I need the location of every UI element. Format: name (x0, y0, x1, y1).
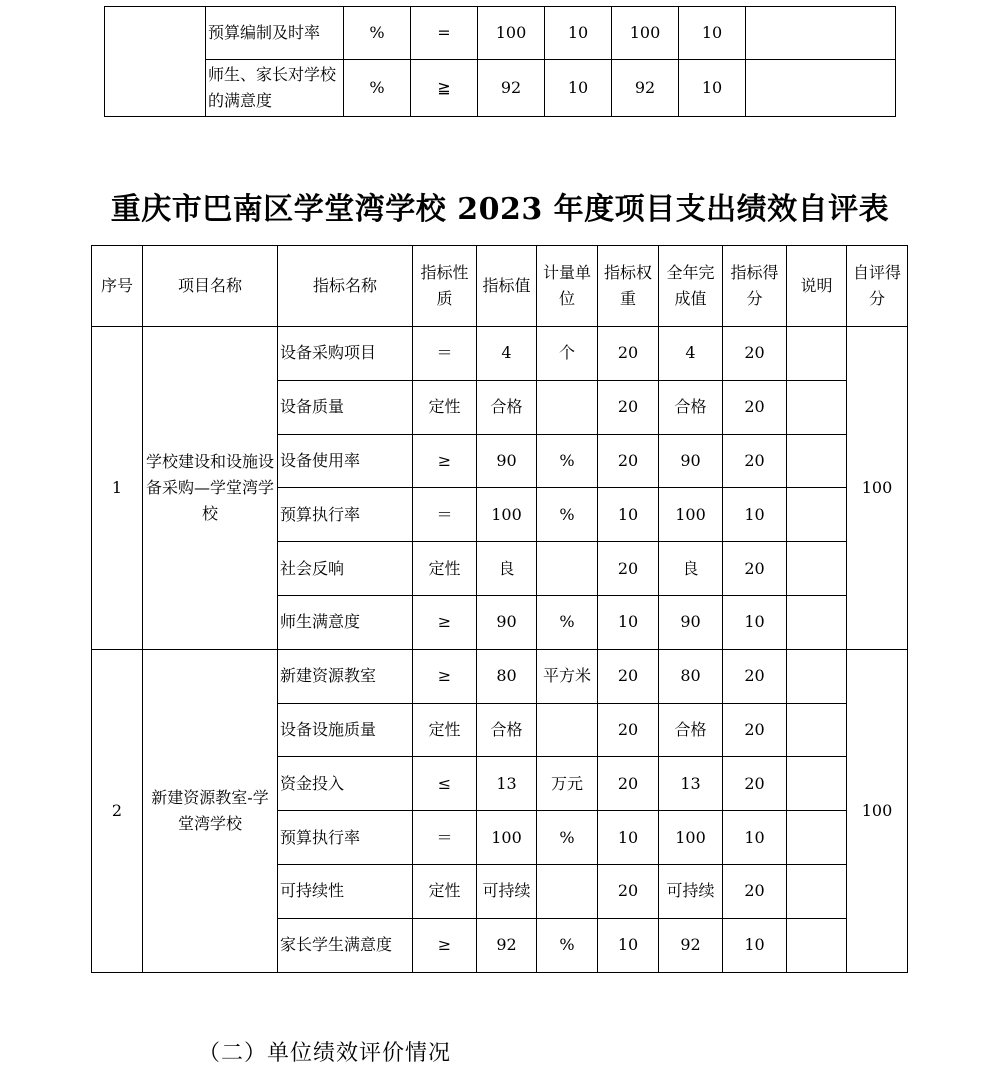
actual-cell: 92 (612, 60, 679, 117)
unit-cell: % (537, 488, 598, 542)
unit-cell (537, 703, 598, 757)
indicator-cell: 资金投入 (278, 757, 413, 811)
score-cell: 20 (723, 703, 787, 757)
actual-cell: 90 (659, 434, 723, 488)
actual-cell: 100 (659, 811, 723, 865)
indicator-cell: 可持续性 (278, 864, 413, 918)
unit-cell: 个 (537, 327, 598, 381)
actual-cell: 合格 (659, 703, 723, 757)
indicator-cell: 预算执行率 (278, 811, 413, 865)
seq-cell: 2 (92, 649, 143, 972)
weight-cell: 20 (598, 380, 659, 434)
unit-cell: % (537, 918, 598, 972)
target-cell: 100 (478, 7, 545, 60)
header-score: 指标得分 (723, 246, 787, 327)
header-weight: 指标权重 (598, 246, 659, 327)
unit-cell: % (537, 811, 598, 865)
weight-cell: 10 (598, 811, 659, 865)
unit-cell: % (344, 7, 411, 60)
weight-cell: 10 (598, 918, 659, 972)
score-cell: 10 (723, 595, 787, 649)
value-cell: 100 (477, 811, 537, 865)
note-cell (787, 542, 847, 596)
header-actual: 全年完成值 (659, 246, 723, 327)
unit-cell (537, 380, 598, 434)
weight-cell: 20 (598, 703, 659, 757)
nature-cell: ＝ (413, 811, 477, 865)
indicator-cell: 设备质量 (278, 380, 413, 434)
note-cell (787, 488, 847, 542)
weight-cell: 20 (598, 542, 659, 596)
indicator-cell: 师生满意度 (278, 595, 413, 649)
nature-cell: 定性 (413, 542, 477, 596)
nature-cell: 定性 (413, 864, 477, 918)
page-title: 重庆市巴南区学堂湾学校 2023 年度项目支出绩效自评表 (110, 192, 890, 227)
nature-cell: 定性 (413, 380, 477, 434)
score-cell: 10 (679, 60, 746, 117)
score-cell: 20 (723, 864, 787, 918)
score-cell: 10 (679, 7, 746, 60)
table-row (92, 327, 908, 381)
self-score-cell: 100 (847, 327, 908, 650)
weight-cell: 10 (598, 488, 659, 542)
value-cell: 90 (477, 595, 537, 649)
score-cell: 20 (723, 327, 787, 381)
actual-cell: 100 (612, 7, 679, 60)
actual-cell: 合格 (659, 380, 723, 434)
nature-cell: 定性 (413, 703, 477, 757)
header-project: 项目名称 (143, 246, 278, 327)
note-cell (787, 918, 847, 972)
note-cell (787, 649, 847, 703)
header-value: 指标值 (477, 246, 537, 327)
weight-cell: 20 (598, 649, 659, 703)
nature-cell: ≤ (413, 757, 477, 811)
nature-cell: ≥ (413, 918, 477, 972)
weight-cell: 20 (598, 864, 659, 918)
indicator-cell: 设备使用率 (278, 434, 413, 488)
weight-cell: 10 (545, 7, 612, 60)
score-cell: 10 (723, 488, 787, 542)
header-indicator: 指标名称 (278, 246, 413, 327)
section-heading: （二）单位绩效评价情况 (198, 1041, 452, 1066)
indicator-cell: 师生、家长对学校的满意度 (206, 60, 344, 117)
unit-cell: % (537, 434, 598, 488)
score-cell: 20 (723, 542, 787, 596)
value-cell: 92 (477, 918, 537, 972)
unit-cell: % (344, 60, 411, 117)
note-cell (787, 864, 847, 918)
value-cell: 13 (477, 757, 537, 811)
note-cell (787, 757, 847, 811)
note-cell (787, 380, 847, 434)
actual-cell: 可持续 (659, 864, 723, 918)
unit-cell: 万元 (537, 757, 598, 811)
score-cell: 20 (723, 434, 787, 488)
score-cell: 10 (723, 918, 787, 972)
note-cell (787, 703, 847, 757)
self-score-cell: 100 (847, 649, 908, 972)
header-row (92, 246, 908, 327)
actual-cell: 80 (659, 649, 723, 703)
weight-cell: 20 (598, 757, 659, 811)
indicator-cell: 家长学生满意度 (278, 918, 413, 972)
actual-cell: 13 (659, 757, 723, 811)
unit-cell (537, 864, 598, 918)
seq-cell: 1 (92, 327, 143, 650)
note-cell (787, 434, 847, 488)
header-seq: 序号 (92, 246, 143, 327)
note-cell (746, 60, 896, 117)
score-cell: 20 (723, 757, 787, 811)
note-cell (787, 811, 847, 865)
header-unit: 计量单位 (537, 246, 598, 327)
value-cell: 合格 (477, 703, 537, 757)
nature-cell: ＝ (413, 488, 477, 542)
value-cell: 4 (477, 327, 537, 381)
actual-cell: 100 (659, 488, 723, 542)
actual-cell: 4 (659, 327, 723, 381)
indicator-cell: 新建资源教室 (278, 649, 413, 703)
value-cell: 良 (477, 542, 537, 596)
header-nature: 指标性质 (413, 246, 477, 327)
operator-cell: ≧ (411, 60, 478, 117)
value-cell: 80 (477, 649, 537, 703)
project-name-cell: 新建资源教室-学堂湾学校 (143, 649, 278, 972)
unit-cell: 平方米 (537, 649, 598, 703)
table-row (105, 60, 896, 117)
value-cell: 100 (477, 488, 537, 542)
actual-cell: 92 (659, 918, 723, 972)
note-cell (746, 7, 896, 60)
indicator-cell: 预算执行率 (278, 488, 413, 542)
target-cell: 92 (478, 60, 545, 117)
blank-cell (105, 7, 206, 117)
weight-cell: 20 (598, 434, 659, 488)
header-self-score: 自评得分 (847, 246, 908, 327)
nature-cell: ≥ (413, 595, 477, 649)
score-cell: 20 (723, 380, 787, 434)
operator-cell: = (411, 7, 478, 60)
nature-cell: ≥ (413, 649, 477, 703)
project-name-cell: 学校建设和设施设备采购—学堂湾学校 (143, 327, 278, 650)
value-cell: 90 (477, 434, 537, 488)
score-cell: 10 (723, 811, 787, 865)
value-cell: 可持续 (477, 864, 537, 918)
evaluation-table (91, 245, 908, 973)
unit-cell (537, 542, 598, 596)
indicator-cell: 预算编制及时率 (206, 7, 344, 60)
weight-cell: 20 (598, 327, 659, 381)
nature-cell: ≥ (413, 434, 477, 488)
note-cell (787, 327, 847, 381)
value-cell: 合格 (477, 380, 537, 434)
unit-cell: % (537, 595, 598, 649)
table-row (105, 7, 896, 60)
actual-cell: 90 (659, 595, 723, 649)
indicator-cell: 设备设施质量 (278, 703, 413, 757)
table-row (92, 649, 908, 703)
actual-cell: 良 (659, 542, 723, 596)
nature-cell: ＝ (413, 327, 477, 381)
score-cell: 20 (723, 649, 787, 703)
continued-table (104, 6, 896, 117)
indicator-cell: 设备采购项目 (278, 327, 413, 381)
note-cell (787, 595, 847, 649)
header-note: 说明 (787, 246, 847, 327)
weight-cell: 10 (598, 595, 659, 649)
indicator-cell: 社会反响 (278, 542, 413, 596)
weight-cell: 10 (545, 60, 612, 117)
